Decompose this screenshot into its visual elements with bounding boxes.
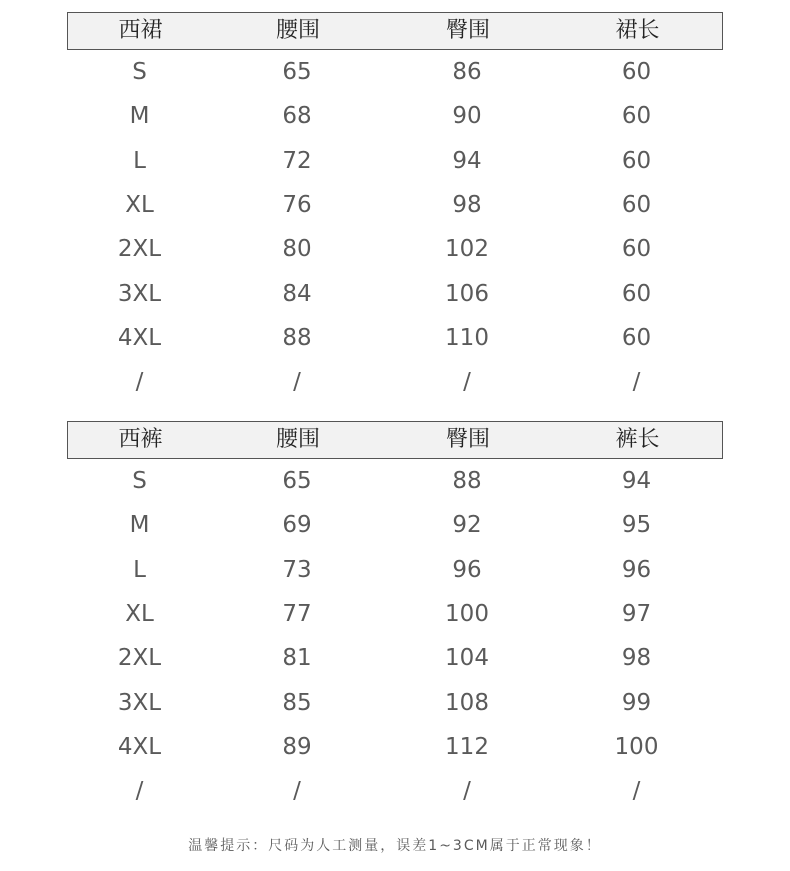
table-cell: 60	[621, 236, 652, 263]
pants-table-header	[67, 421, 723, 459]
table-row	[67, 548, 723, 592]
table-cell: 98	[452, 192, 482, 219]
table-row	[67, 725, 723, 769]
table-cell: 98	[621, 645, 652, 672]
table-row	[67, 769, 723, 813]
header-cell: 臀围	[445, 427, 490, 452]
table-cell: 65	[282, 59, 312, 86]
header-cell: 腰围	[275, 18, 320, 43]
measurement-footnote: 温馨提示：尺码为人工测量，误差1~3CM属于正常现象！	[188, 838, 602, 854]
table-row	[67, 360, 723, 404]
table-cell: 90	[452, 103, 482, 130]
table-cell: 3XL	[117, 689, 162, 716]
table-cell: 77	[282, 601, 312, 628]
table-cell: 69	[282, 512, 312, 539]
pants-table-body	[67, 459, 723, 813]
table-cell: 92	[452, 512, 482, 539]
table-row	[67, 503, 723, 547]
skirt-size-table	[67, 12, 723, 404]
table-cell: 99	[621, 689, 652, 716]
table-cell: 89	[282, 733, 312, 760]
table-cell: 65	[282, 468, 312, 495]
table-cell: 2XL	[117, 645, 162, 672]
header-cell: 西裤	[118, 427, 163, 452]
table-row	[67, 183, 723, 227]
table-row	[67, 316, 723, 360]
table-cell: 4XL	[117, 733, 162, 760]
header-cell: 裙长	[615, 18, 660, 43]
pants-size-table	[67, 421, 723, 813]
table-cell: 73	[282, 556, 312, 583]
table-cell: 88	[282, 324, 312, 351]
skirt-table-body	[67, 50, 723, 404]
header-cell: 腰围	[275, 427, 320, 452]
table-cell: /	[463, 778, 471, 805]
table-cell: S	[132, 59, 147, 86]
table-cell: 104	[445, 645, 489, 672]
table-cell: 94	[621, 468, 652, 495]
table-cell: XL	[125, 601, 154, 628]
table-cell: 2XL	[117, 236, 162, 263]
table-cell: 96	[621, 556, 652, 583]
table-cell: S	[132, 468, 147, 495]
table-cell: 102	[445, 236, 489, 263]
table-cell: L	[133, 556, 146, 583]
table-row	[67, 227, 723, 271]
table-cell: /	[293, 778, 301, 805]
table-cell: M	[129, 103, 150, 130]
table-cell: 81	[282, 645, 312, 672]
table-cell: 60	[621, 280, 652, 307]
table-cell: 112	[445, 733, 489, 760]
table-cell: /	[632, 778, 641, 805]
table-cell: 72	[282, 147, 312, 174]
table-cell: M	[129, 512, 150, 539]
table-cell: 4XL	[117, 324, 162, 351]
table-row	[67, 50, 723, 94]
table-row	[67, 94, 723, 138]
table-cell: 95	[621, 512, 652, 539]
table-row	[67, 459, 723, 503]
table-cell: 96	[452, 556, 482, 583]
table-cell: /	[135, 369, 144, 396]
table-cell: /	[135, 778, 144, 805]
table-cell: 80	[282, 236, 312, 263]
table-cell: 106	[445, 280, 489, 307]
table-row	[67, 636, 723, 680]
header-cell: 臀围	[445, 18, 490, 43]
table-cell: /	[293, 369, 301, 396]
table-cell: 86	[452, 59, 482, 86]
table-cell: 68	[282, 103, 312, 130]
table-row	[67, 271, 723, 315]
table-cell: 108	[445, 689, 489, 716]
table-cell: 84	[282, 280, 312, 307]
table-cell: 60	[621, 324, 652, 351]
table-cell: 76	[282, 192, 312, 219]
table-cell: /	[632, 369, 641, 396]
table-cell: 97	[621, 601, 652, 628]
table-cell: 3XL	[117, 280, 162, 307]
table-cell: 60	[621, 59, 652, 86]
header-cell: 裤长	[615, 427, 660, 452]
table-cell: 60	[621, 147, 652, 174]
skirt-table-header	[67, 12, 723, 50]
table-cell: XL	[125, 192, 154, 219]
table-cell: 110	[445, 324, 489, 351]
table-row	[67, 680, 723, 724]
table-cell: 100	[614, 733, 659, 760]
table-cell: 88	[452, 468, 482, 495]
table-cell: 60	[621, 103, 652, 130]
table-cell: 94	[452, 147, 482, 174]
table-cell: L	[133, 147, 146, 174]
table-cell: 85	[282, 689, 312, 716]
table-cell: 100	[445, 601, 489, 628]
table-cell: /	[463, 369, 471, 396]
header-cell: 西裙	[118, 18, 163, 43]
table-row	[67, 592, 723, 636]
table-cell: 60	[621, 192, 652, 219]
table-row	[67, 139, 723, 183]
